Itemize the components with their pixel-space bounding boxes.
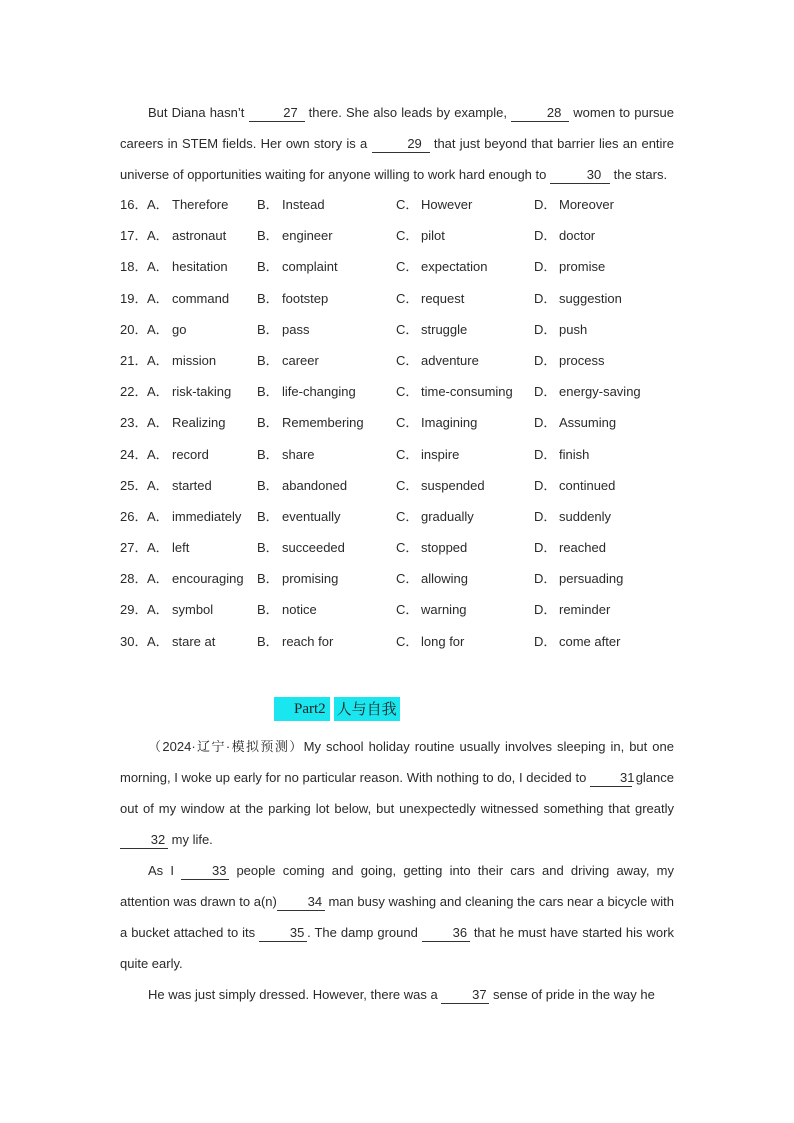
blank-36[interactable]: 36 (422, 925, 470, 942)
source-note: （2024·辽宁·模拟预测） (148, 739, 304, 754)
option-letter: C． (396, 352, 419, 368)
option-text: promising (282, 571, 339, 587)
option-letter: C． (396, 540, 419, 556)
passage-text: people coming and going, getting into their cars and driving away, my attention was drawn to a(n) (120, 863, 674, 909)
option-text: pass (282, 321, 310, 337)
option-letter: B． (257, 477, 279, 493)
option-text: notice (282, 602, 317, 618)
option-letter: C． (396, 446, 419, 462)
option-text: command (172, 290, 230, 306)
option-text: hesitation (172, 259, 228, 275)
option-c[interactable] (396, 225, 445, 247)
option-letter: A． (147, 477, 169, 493)
option-text: Realizing (172, 415, 226, 431)
passage-text: My school holiday routine usually involves sleeping in, but one morning, I woke up early for no particular reason. With nothing to do, I decided to (120, 739, 674, 785)
option-letter: B． (257, 228, 279, 244)
option-a[interactable] (147, 256, 228, 278)
option-b[interactable] (257, 256, 338, 278)
option-b[interactable] (257, 225, 333, 247)
option-text: Therefore (172, 197, 229, 212)
option-d[interactable] (534, 381, 641, 403)
option-letter: C． (396, 228, 419, 244)
option-c[interactable] (396, 256, 488, 278)
option-text: finish (559, 446, 590, 462)
option-text: suddenly (559, 508, 612, 524)
option-text: Remembering (282, 415, 364, 431)
option-letter: D． (534, 540, 557, 556)
option-a[interactable] (147, 194, 228, 216)
option-c[interactable] (396, 381, 513, 403)
option-letter: B． (257, 602, 279, 618)
option-d[interactable] (534, 319, 587, 341)
question-row (120, 568, 680, 599)
option-text: come after (559, 633, 621, 649)
option-text: immediately (172, 508, 242, 524)
option-b[interactable] (257, 381, 356, 403)
option-a[interactable] (147, 506, 241, 528)
option-letter: A． (147, 508, 169, 524)
question-row (120, 256, 680, 287)
option-c[interactable] (396, 288, 464, 310)
blank-27[interactable]: 27 (249, 105, 305, 122)
option-letter: B． (257, 571, 279, 587)
option-text: suggestion (559, 290, 622, 306)
option-d[interactable] (534, 475, 615, 497)
option-a[interactable] (147, 631, 215, 653)
option-letter: D． (534, 321, 557, 337)
option-a[interactable] (147, 568, 244, 590)
option-letter: C． (396, 321, 419, 337)
option-letter: C． (396, 415, 419, 431)
question-row (120, 381, 680, 412)
option-b[interactable] (257, 412, 364, 434)
option-letter: A． (147, 228, 169, 244)
option-d[interactable] (534, 225, 595, 247)
option-b[interactable] (257, 288, 328, 310)
option-letter: D． (534, 571, 557, 587)
option-text: career (282, 352, 319, 368)
passage-text: there. She also leads by example, (308, 105, 508, 120)
blank-32[interactable]: 32 (120, 832, 168, 849)
option-letter: B． (257, 321, 279, 337)
option-d[interactable] (534, 631, 620, 653)
option-letter: A． (147, 571, 169, 587)
option-text: mission (172, 352, 217, 368)
option-text: Moreover (559, 197, 614, 212)
option-b[interactable] (257, 475, 347, 497)
option-letter: B． (257, 508, 279, 524)
part-label: Part2 (274, 697, 330, 721)
option-d[interactable] (534, 288, 622, 310)
option-a[interactable] (147, 350, 216, 372)
option-a[interactable] (147, 288, 229, 310)
option-c[interactable] (396, 412, 477, 434)
option-text: energy-saving (559, 384, 641, 400)
option-text: continued (559, 477, 616, 493)
option-letter: C． (396, 602, 419, 618)
question-number: 24． (120, 446, 148, 462)
option-text: encouraging (172, 571, 244, 587)
question-number: 22． (120, 384, 148, 400)
option-c[interactable] (396, 194, 472, 216)
option-text: abandoned (282, 477, 348, 493)
option-letter: C． (396, 290, 419, 306)
option-text: reached (559, 540, 606, 556)
option-text: complaint (282, 259, 338, 275)
option-b[interactable] (257, 319, 309, 341)
option-letter: B． (257, 384, 279, 400)
option-text: gradually (421, 508, 474, 524)
option-b[interactable] (257, 444, 315, 466)
option-text: reminder (559, 602, 611, 618)
option-c[interactable] (396, 506, 474, 528)
option-text: succeeded (282, 540, 345, 556)
option-text: reach for (282, 633, 334, 649)
paragraph-1 (120, 731, 674, 855)
question-row (120, 288, 680, 319)
option-letter: C． (396, 571, 419, 587)
option-text: inspire (421, 446, 460, 462)
option-d[interactable] (534, 537, 606, 559)
option-text: adventure (421, 352, 479, 368)
option-text: started (172, 477, 212, 493)
option-letter: A． (147, 602, 169, 618)
option-a[interactable] (147, 381, 231, 403)
answer-options (120, 194, 680, 662)
option-letter: D． (534, 602, 557, 618)
option-a[interactable] (147, 599, 213, 621)
option-text: left (172, 540, 190, 556)
question-row (120, 631, 680, 662)
passage-text: He was just simply dressed. However, there was a (148, 987, 438, 1002)
question-number: 23． (120, 415, 148, 431)
option-text: Imagining (421, 415, 478, 431)
passage-text: that just beyond that barrier lies an entire universe of opportunities waiting for anyone willing to work hard enough to (120, 136, 674, 182)
option-letter: C． (396, 508, 419, 524)
option-letter: B． (257, 197, 279, 212)
option-text: persuading (559, 571, 624, 587)
option-letter: D． (534, 446, 557, 462)
option-text: share (282, 446, 315, 462)
option-c[interactable] (396, 537, 467, 559)
option-b[interactable] (257, 350, 319, 372)
option-letter: A． (147, 352, 169, 368)
passage-text: . The damp ground (307, 925, 418, 940)
option-text: record (172, 446, 209, 462)
blank-37[interactable]: 37 (441, 987, 489, 1004)
passage-1 (120, 97, 674, 190)
option-text: stopped (421, 540, 468, 556)
passage-text: the stars. (613, 167, 668, 182)
option-letter: C． (396, 477, 419, 493)
option-letter: D． (534, 508, 557, 524)
question-number: 30． (120, 633, 148, 649)
option-letter: D． (534, 415, 557, 431)
passage-text: women to pursue careers in STEM fields. Her own story is a (120, 105, 674, 151)
option-b[interactable] (257, 537, 345, 559)
option-text: footstep (282, 290, 329, 306)
option-text: suspended (421, 477, 485, 493)
option-text: promise (559, 259, 606, 275)
option-letter: D． (534, 259, 557, 275)
question-number: 26． (120, 508, 148, 524)
option-text: process (559, 352, 605, 368)
option-letter: D． (534, 290, 557, 306)
option-d[interactable] (534, 412, 616, 434)
option-c[interactable] (396, 475, 485, 497)
option-c[interactable] (396, 599, 467, 621)
option-c[interactable] (396, 319, 467, 341)
question-number: 17． (120, 228, 148, 244)
option-letter: B． (257, 352, 279, 368)
option-letter: A． (147, 259, 169, 275)
blank-35[interactable]: 35 (259, 925, 307, 942)
option-letter: A． (147, 540, 169, 556)
option-c[interactable] (396, 631, 464, 653)
option-letter: B． (257, 415, 279, 431)
option-letter: B． (257, 633, 279, 649)
option-letter: A． (147, 384, 169, 400)
question-row (120, 194, 680, 225)
option-letter: A． (147, 446, 169, 462)
option-letter: D． (534, 477, 557, 493)
option-d[interactable] (534, 506, 611, 528)
section-heading (274, 697, 400, 721)
blank-30[interactable]: 30 (550, 167, 610, 184)
option-letter: D． (534, 352, 557, 368)
option-d[interactable] (534, 350, 605, 372)
option-letter: D． (534, 633, 557, 649)
blank-33[interactable]: 33 (181, 863, 229, 880)
option-letter: A． (147, 321, 169, 337)
option-text: astronaut (172, 228, 227, 244)
option-letter: A． (147, 197, 169, 212)
option-text: long for (421, 633, 465, 649)
question-number: 20． (120, 321, 148, 337)
option-b[interactable] (257, 506, 341, 528)
option-letter: D． (534, 384, 557, 400)
option-b[interactable] (257, 194, 325, 216)
option-a[interactable] (147, 537, 189, 559)
blank-31[interactable]: 31 (590, 770, 632, 787)
passage-text: that he must have started his work quite early. (120, 925, 674, 971)
passage-text: sense of pride in the way he (492, 987, 655, 1002)
option-text: risk-taking (172, 384, 232, 400)
option-letter: B． (257, 259, 279, 275)
passage-2 (120, 731, 674, 1010)
option-d[interactable] (534, 568, 623, 590)
option-text: eventually (282, 508, 341, 524)
option-text: life-changing (282, 384, 356, 400)
question-row (120, 319, 680, 350)
option-d[interactable] (534, 256, 605, 278)
question-row (120, 412, 680, 443)
passage-text: But Diana hasn’t (148, 105, 245, 120)
question-number: 16． (120, 197, 148, 212)
passage-text: As I (148, 863, 174, 878)
option-a[interactable] (147, 444, 209, 466)
option-text: allowing (421, 571, 468, 587)
option-c[interactable] (396, 350, 479, 372)
option-letter: C． (396, 633, 419, 649)
question-row (120, 537, 680, 568)
option-text: Assuming (559, 415, 617, 431)
passage-text: my life. (171, 832, 213, 847)
option-text: Instead (282, 197, 325, 212)
question-row (120, 506, 680, 537)
passage-text: glance out of my window at the parking lot below, but unexpectedly witnessed something that greatly (120, 770, 674, 816)
option-b[interactable] (257, 568, 338, 590)
option-d[interactable] (534, 194, 614, 216)
question-row (120, 475, 680, 506)
option-b[interactable] (257, 631, 333, 653)
option-letter: B． (257, 446, 279, 462)
option-text: struggle (421, 321, 468, 337)
option-text: warning (421, 602, 467, 618)
question-number: 18． (120, 259, 148, 275)
option-text: push (559, 321, 588, 337)
question-number: 27． (120, 540, 148, 556)
option-letter: B． (257, 290, 279, 306)
paragraph-2 (120, 855, 674, 979)
option-c[interactable] (396, 568, 468, 590)
option-letter: C． (396, 197, 419, 212)
option-letter: C． (396, 384, 419, 400)
question-number: 19． (120, 290, 148, 306)
option-b[interactable] (257, 599, 317, 621)
question-row (120, 599, 680, 630)
question-row (120, 225, 680, 256)
question-number: 28． (120, 571, 148, 587)
option-letter: D． (534, 228, 557, 244)
option-text: engineer (282, 228, 333, 244)
option-d[interactable] (534, 444, 589, 466)
option-letter: A． (147, 415, 169, 431)
option-text: time-consuming (421, 384, 513, 400)
option-text: stare at (172, 633, 216, 649)
option-text: symbol (172, 602, 214, 618)
question-row (120, 350, 680, 381)
option-d[interactable] (534, 599, 610, 621)
question-row (120, 444, 680, 475)
question-number: 29． (120, 602, 148, 618)
option-letter: A． (147, 633, 169, 649)
option-a[interactable] (147, 225, 226, 247)
option-text: doctor (559, 228, 596, 244)
option-letter: A． (147, 290, 169, 306)
question-number: 25． (120, 477, 148, 493)
option-text: go (172, 321, 187, 337)
blank-34[interactable]: 34 (277, 894, 325, 911)
blank-29[interactable]: 29 (372, 136, 430, 153)
option-text: expectation (421, 259, 488, 275)
passage-text: man busy washing and cleaning the cars near a bicycle with a bucket attached to its (120, 894, 674, 940)
blank-28[interactable]: 28 (511, 105, 569, 122)
option-a[interactable] (147, 319, 186, 341)
option-a[interactable] (147, 475, 212, 497)
option-text: pilot (421, 228, 445, 244)
option-c[interactable] (396, 444, 459, 466)
option-a[interactable] (147, 412, 225, 434)
question-number: 21． (120, 352, 148, 368)
option-letter: D． (534, 197, 557, 212)
part-topic: 人与自我 (334, 697, 400, 721)
option-letter: C． (396, 259, 419, 275)
paragraph-3 (120, 979, 674, 1010)
option-text: request (421, 290, 465, 306)
option-letter: B． (257, 540, 279, 556)
option-text: However (421, 197, 473, 212)
